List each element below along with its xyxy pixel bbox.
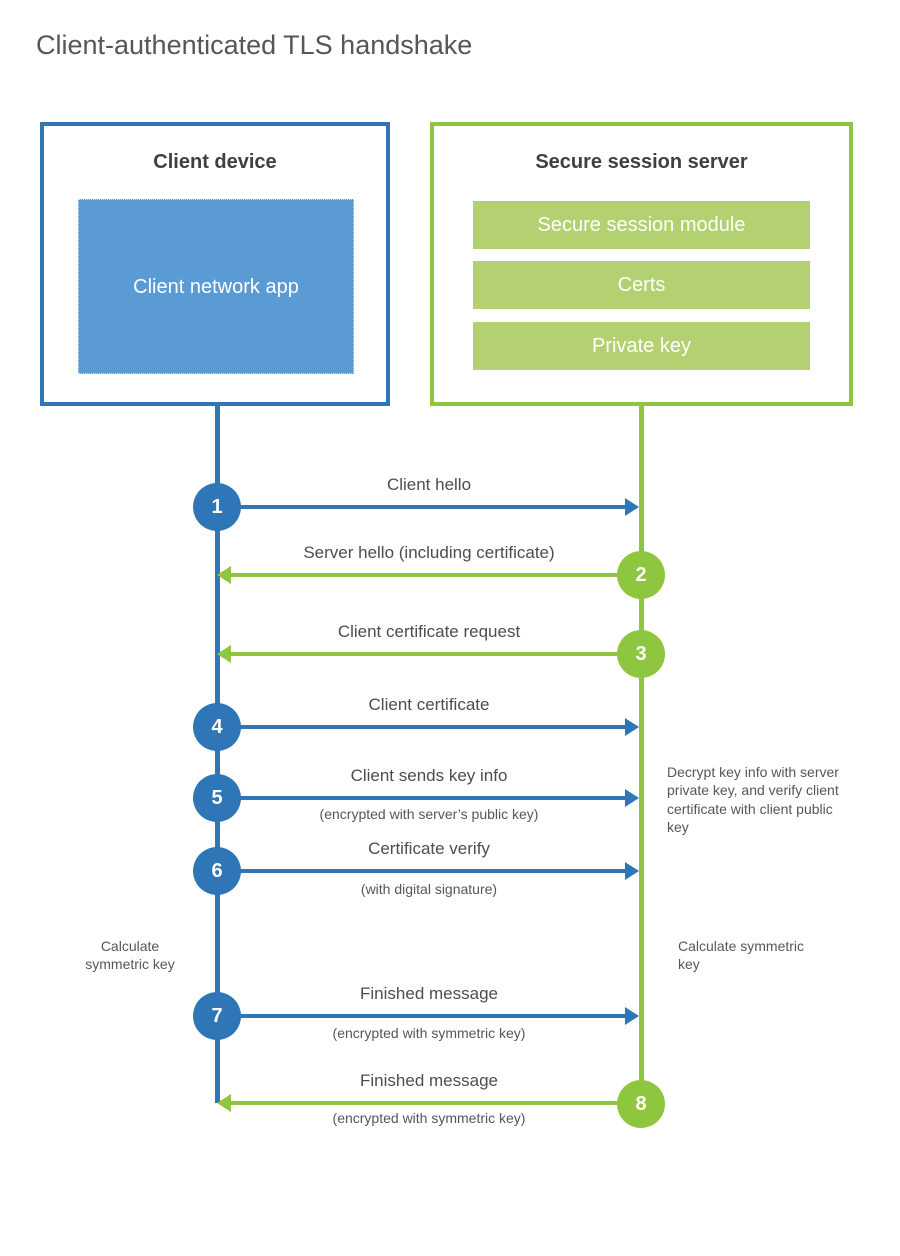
step-1-label: Client hello — [386, 475, 472, 494]
step-5-badge: 5 — [193, 774, 241, 822]
step-7-label: Finished message — [360, 984, 498, 1003]
server-module-secure-session-module — [473, 201, 810, 249]
secure-session-server-box — [430, 122, 853, 406]
step-2-label: Server hello (including certificate) — [303, 543, 555, 562]
step-6-sublabel: (with digital signature) — [360, 881, 498, 897]
client-device-box — [40, 122, 390, 406]
step-5-label: Client sends key info — [350, 766, 508, 785]
step-6-arrow-right-icon — [217, 869, 626, 873]
step-1-arrow-right-icon — [217, 505, 626, 509]
step-5-sublabel: (encrypted with server’s public key) — [319, 806, 539, 822]
step-1-badge: 1 — [193, 483, 241, 531]
step-8-badge: 8 — [617, 1080, 665, 1128]
step-2-arrow-left-icon — [231, 573, 641, 577]
step-7-badge: 7 — [193, 992, 241, 1040]
step-5-arrow-right-icon — [217, 796, 626, 800]
step-7-sublabel: (encrypted with symmetric key) — [332, 1025, 526, 1041]
decrypt-note: Decrypt key info with server private key, and verify client certificate with client public key — [667, 764, 839, 836]
server-module-label: Certs — [617, 273, 666, 296]
calculate-symmetric-key-note-client: Calculate symmetric key — [85, 938, 175, 973]
step-8-arrow-left-icon — [231, 1101, 641, 1105]
client-device-title: Client device — [153, 151, 277, 173]
step-3-badge: 3 — [617, 630, 665, 678]
client-network-app-label: Client network app — [133, 275, 299, 298]
step-8-label: Finished message — [360, 1071, 498, 1090]
server-module-certs — [473, 261, 810, 309]
server-module-label: Private key — [592, 334, 691, 357]
step-3-label: Client certificate request — [337, 622, 521, 641]
step-6-badge: 6 — [193, 847, 241, 895]
page-title: Client-authenticated TLS handshake — [36, 30, 473, 60]
step-4-label: Client certificate — [368, 695, 490, 714]
step-3-arrow-left-icon — [231, 652, 641, 656]
step-8-sublabel: (encrypted with symmetric key) — [332, 1110, 526, 1126]
secure-session-server-title: Secure session server — [535, 151, 748, 173]
step-7-arrow-right-icon — [217, 1014, 626, 1018]
step-4-arrow-right-icon — [217, 725, 626, 729]
calculate-symmetric-key-note-server: Calculate symmetric key — [678, 938, 805, 973]
step-6-label: Certificate verify — [368, 839, 490, 858]
server-module-private-key — [473, 322, 810, 370]
step-2-badge: 2 — [617, 551, 665, 599]
server-module-label: Secure session module — [537, 213, 746, 236]
step-4-badge: 4 — [193, 703, 241, 751]
client-network-app-box — [78, 199, 354, 374]
